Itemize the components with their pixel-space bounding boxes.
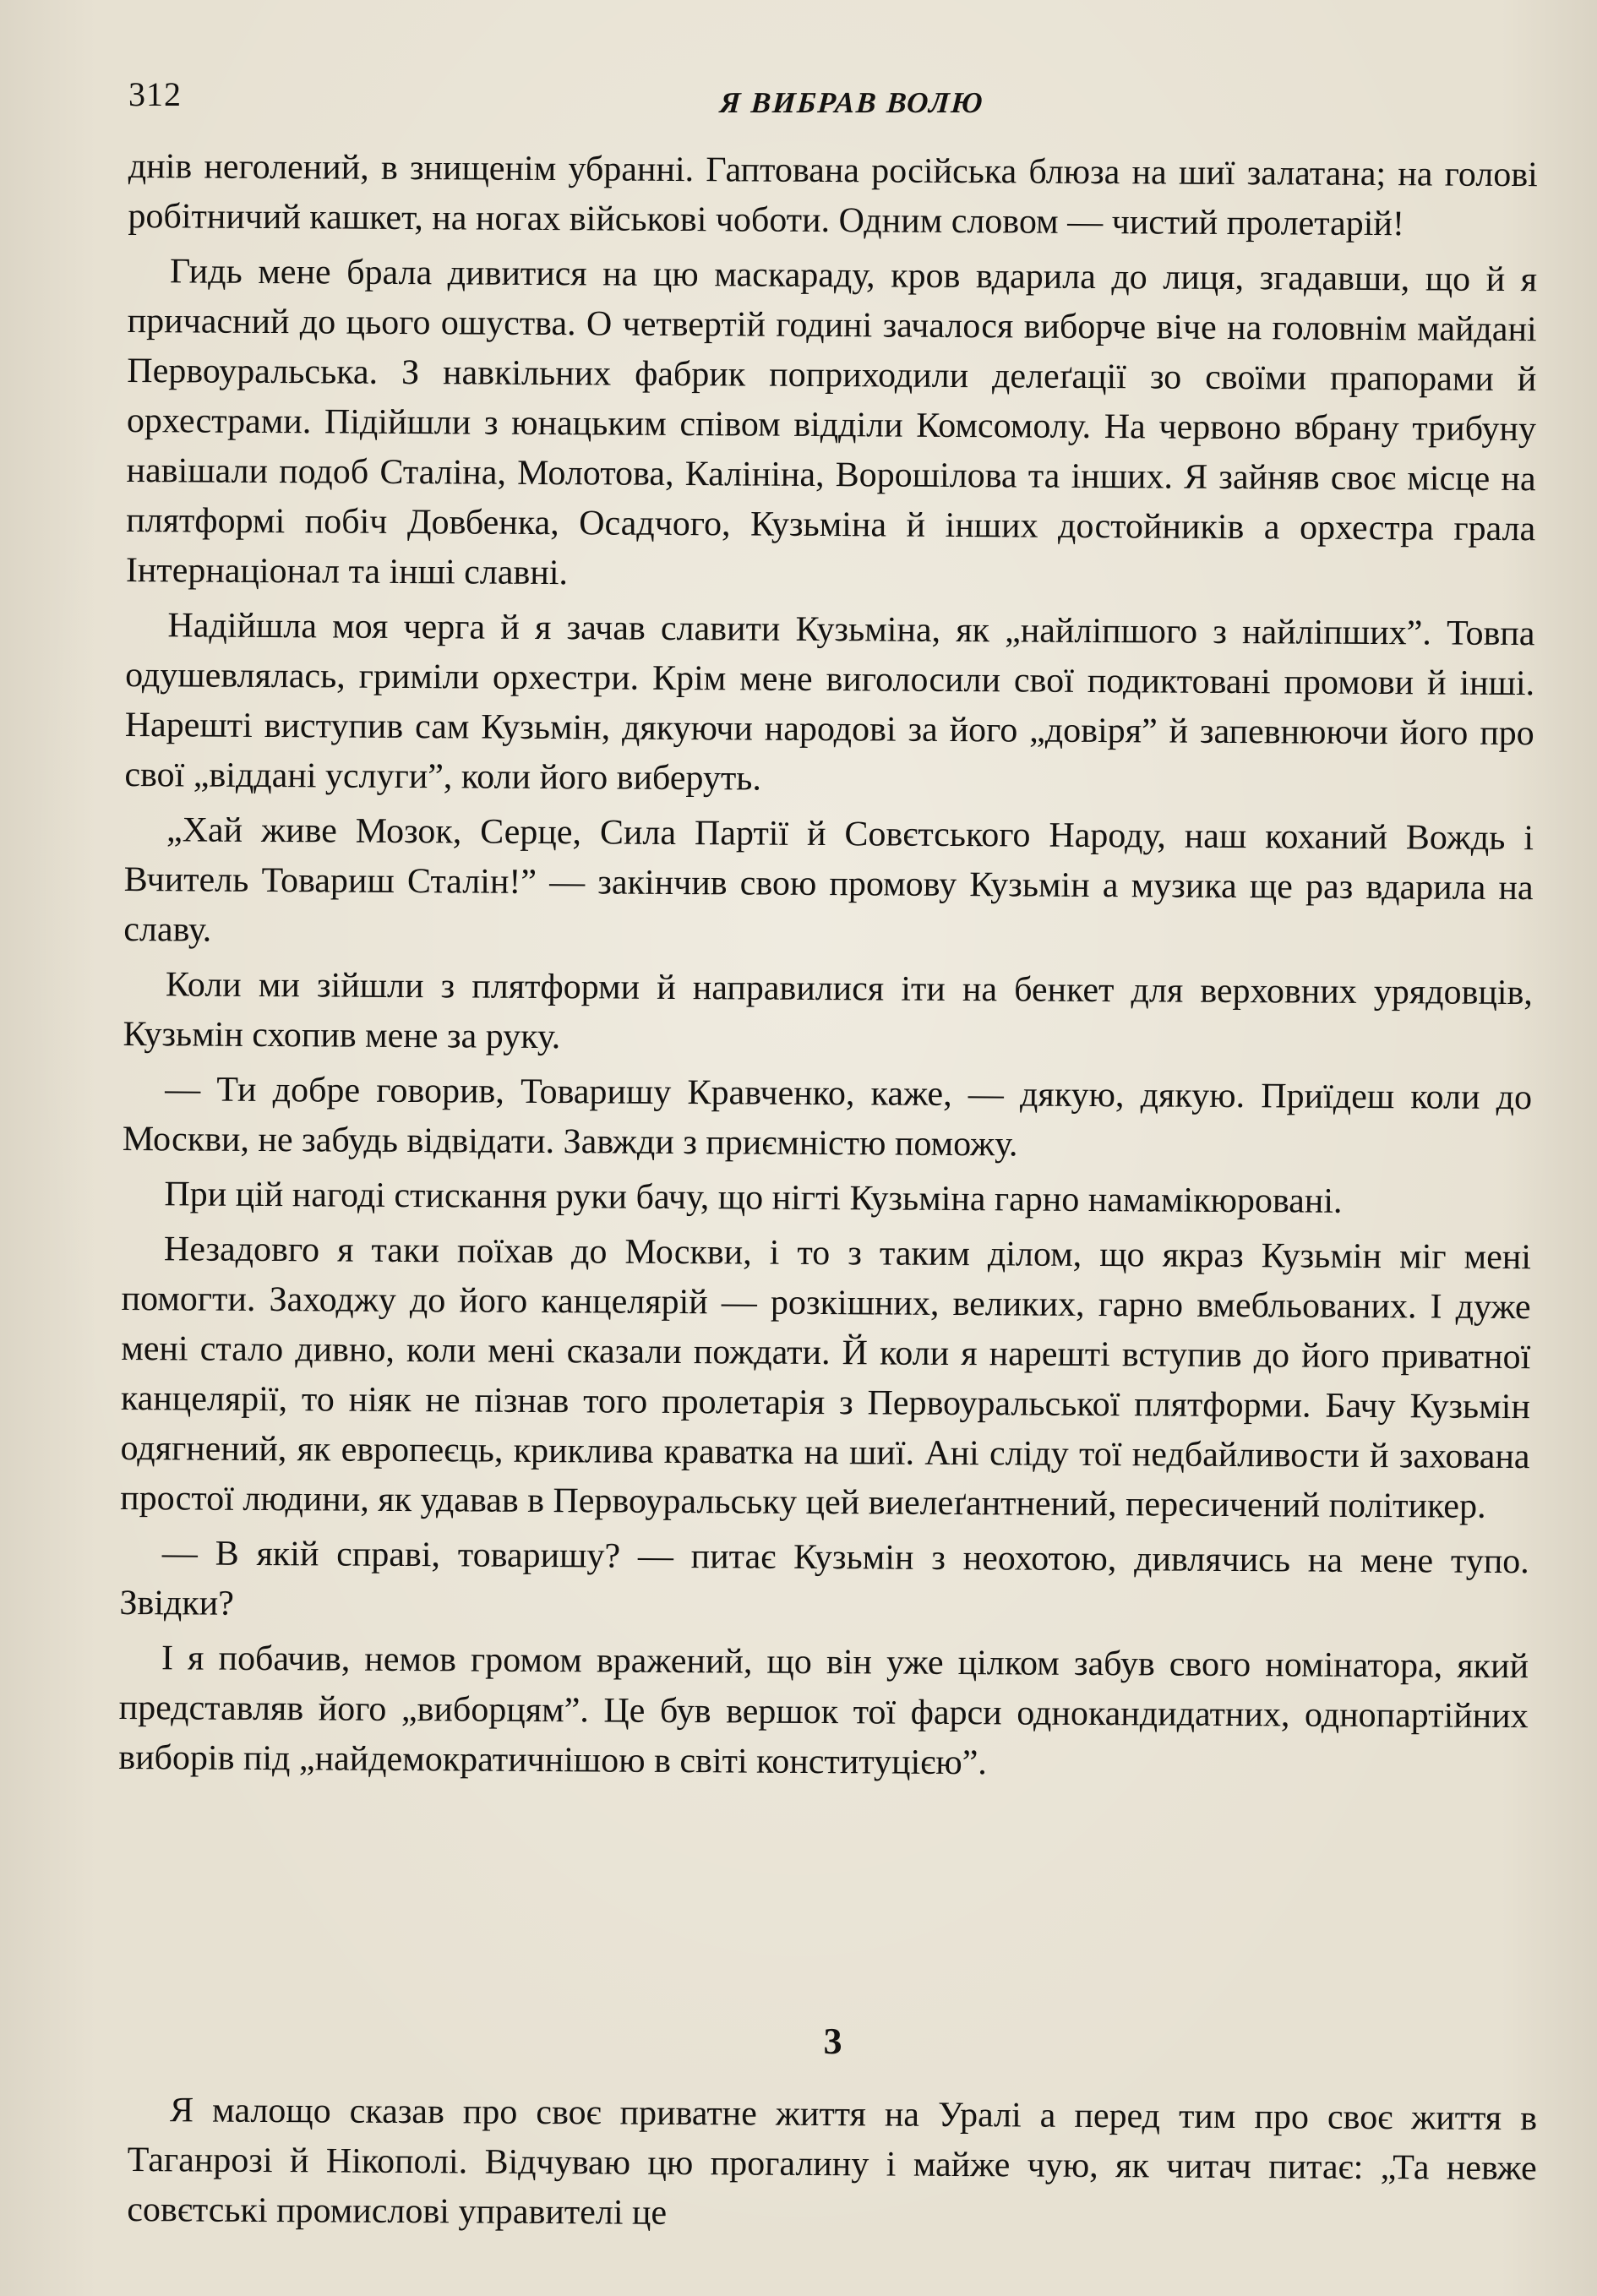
section-3 [127, 1982, 1538, 2244]
paragraph: Гидь мене брала дивитися на цю маскараду, кров вдарила до лиця, згадавши, що й я причасний до цього ошуства. О четвертій годині зачалося виборче віче на головнім майдані Первоуральська. З навкільних фабрик поприходили делеґації зо своїми прапорами й орхестрами. Підійшли з юнацьким співом відділи Комсомолу. На червоно вбрану трибуну навішали подоб Сталіна, Молотова, Калініна, Ворошілова та інших. Я зайняв своє місце на плятформі побіч Довбенка, Осадчого, Кузьміна й інших достойників а орхестра грала Інтернаціонал та інші славні. [125, 252, 1538, 593]
paragraph: Незадовго я таки поїхав до Москви, і то з таким ділом, що якраз Кузьмін міг мені помогти. Заходжу до його канцелярій — розкішних, великих, гарно вмебльованих. І дуже мені стало дивно, коли мені сказали пождати. Й коли я нарешті вступив до його приватної канцелярії, то ніяк не пізнав того пролетарія з Первоуральської плятформи. Бачу Кузьмін одягнений, як европеєць, криклива краватка на шиї. Ані сліду тої недбайливости й захована простої людини, як удавав в Первоуральську цей виелеґантнений, пересичений політикер. [120, 1230, 1532, 1526]
body-text [118, 142, 1538, 1797]
paragraph: „Хай живе Мозок, Серце, Сила Партії й Совєтського Народу, наш коханий Вождь і Вчитель Товариш Сталін!” — закінчив свою промову Кузьмін а музика ще раз вдарила на славу. [123, 810, 1534, 950]
page-header [128, 68, 1531, 127]
page-number: 312 [128, 75, 182, 113]
section-number: 3 [823, 2021, 842, 2063]
paragraph: Коли ми зійшли з плятформи й направилися іти на бенкет для верховних урядовців, Кузьмін схопив мене за руку. [123, 965, 1534, 1057]
paragraph: днів неголений, в знищенім убранні. Гаптована російська блюза на шиї залатана; на голові робітничий кашкет, на ногах військові чоботи. Одним словом — чистий пролетарій! [128, 146, 1538, 244]
paragraph: І я побачив, немов громом вражений, що він уже цілком забув свого номінатора, який представляв його „виборцям”. Це був вершок тої фарси однокандидатних, однопартійних виборів під „найдемократичнішою в світі конституцією”. [118, 1639, 1529, 1783]
section-paragraph: Я малощо сказав про своє приватне життя на Уралі а перед тим про своє життя в Таганрозі й Нікополі. Відчуваю цю прогалину і майже чую, як читач питає: „Та невже совєтські промислові управителі це [127, 2091, 1538, 2233]
paragraph: — Ти добре говорив, Товаришу Кравченко, каже, — дякую, дякую. Приїдеш коли до Москви, не забудь відвідати. Завжди з приємністю поможу. [122, 1070, 1533, 1164]
running-head: Я ВИБРАВ ВОЛЮ [718, 86, 985, 119]
paragraph: При цій нагоді стискання руки бачу, що нігті Кузьміна гарно намамікюровані. [164, 1175, 1343, 1221]
paragraph: — В якій справі, товаришу? — питає Кузьмін з неохотою, дивлячись на мене тупо. Звідки? [119, 1534, 1529, 1623]
paragraph: Надійшла моя черга й я зачав славити Кузьміна, як „найліпшого з найліпших”. Товпа одушевлялась, гриміли орхестри. Крім мене виголосили свої подиктовані промови й інші. Нарешті виступив сам Кузьмін, дякуючи народові за його „довіря” й запевнюючи його про свої „віддані услуги”, коли його виберуть. [124, 606, 1535, 799]
